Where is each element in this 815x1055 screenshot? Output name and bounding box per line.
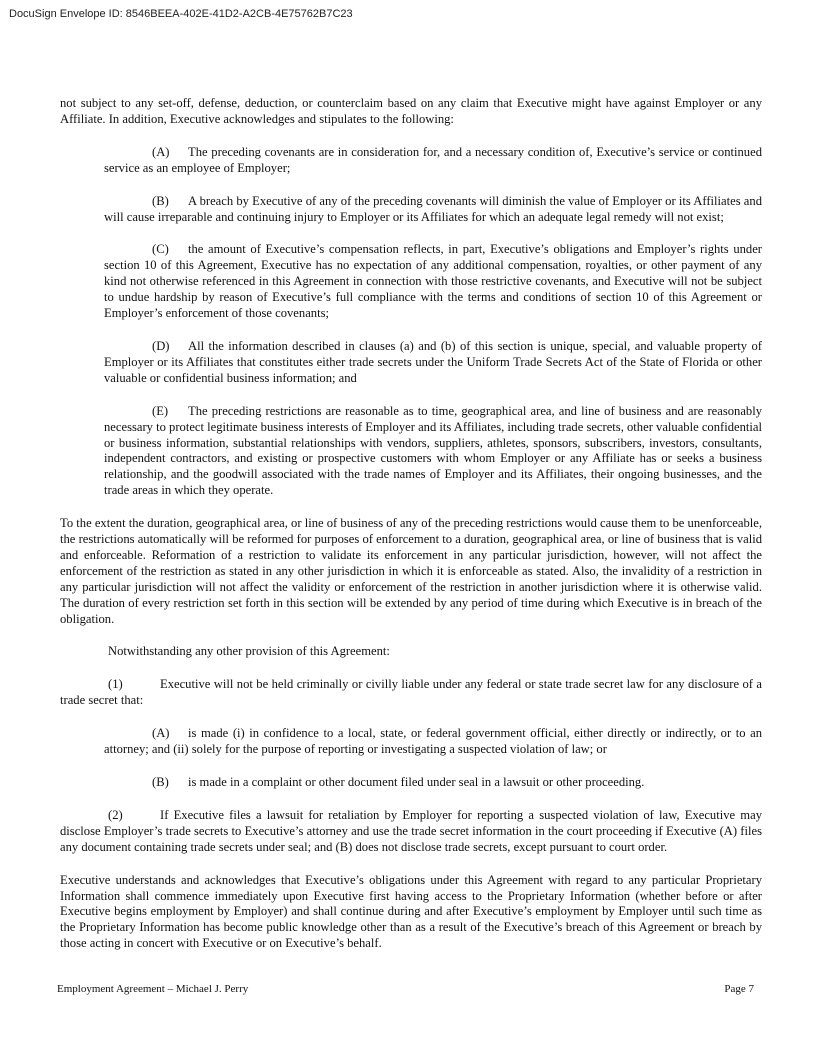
intro-paragraph: not subject to any set-off, defense, deduction, or counterclaim based on any claim that Executive might have against Employer or any Affiliate. In addition, Executive acknowledges and stipulates to the following: [60,96,762,126]
sub-clause-b [104,775,762,791]
clause-label: (E) [152,403,169,418]
clause-text: the amount of Executive’s compensation reflects, in part, Executive’s obligations and Employer’s rights under section 10 of this Agreement, Executive has no expectation of any additional compensation, royalties, or other payment of any kind not otherwise referenced in this Agreement in connection with those restrictive covenants, and Executive will not be subject to undue hardship by reason of Executive’s full compliance with the terms and conditions of section 10 of this Agreement or Employer’s enforcement of those covenants; [104,242,762,321]
item-text: Executive will not be held criminally or civilly liable under any federal or state trade secret law for any disclosure of a trade secret that: [60,677,762,708]
clause-text: All the information described in clauses (a) and (b) of this section is unique, special, and valuable property of Employer or its Affiliates that constitutes either trade secrets under the Uniform Trade Secrets Act of the State of Florida or other valuable or confidential business information; and [104,338,762,385]
clause-c [104,242,762,322]
item-number: (1) [108,677,123,692]
page-number: Page 7 [724,983,754,995]
acknowledgement-paragraph: Executive understands and acknowledges that Executive’s obligations under this Agreement with regard to any particular Proprietary Information shall commence immediately upon Executive first having access to the Proprietary Information (whether before or after Executive begins employment by Employer) and shall continue during and after Executive’s employment by Employer until such time as the Proprietary Information has become public knowledge other than as a result of the Executive’s breach of this Agreement or breach by those acting in concert with Executive or on Executive’s behalf. [60,872,762,951]
numbered-item-1 [60,677,762,709]
clause-label: (B) [152,775,169,789]
envelope-id: DocuSign Envelope ID: 8546BEEA-402E-41D2-A2CB-4E75762B7C23 [9,8,353,20]
numbered-item-2 [60,808,762,856]
clause-text: A breach by Executive of any of the preceding covenants will diminish the value of Employer or its Affiliates and will cause irreparable and continuing injury to Employer or its Affiliates for which an adequate legal remedy will not exist; [104,193,762,224]
clause-label: (D) [152,338,170,353]
clause-label: (C) [152,242,169,257]
clause-b [104,194,762,226]
clause-a [104,145,762,177]
clause-d [104,339,762,387]
clause-label: (A) [152,726,170,741]
clause-e [104,404,762,499]
extent-paragraph: To the extent the duration, geographical area, or line of business of any of the preceding restrictions would cause them to be unenforceable, the restrictions automatically will be reformed for purposes of enforcement to a duration, geographical area, or line of business that is valid and enforceable. Reformation of a restriction to validate its enforcement in any particular jurisdiction, however, will not affect the enforcement of the restriction as stated in any other jurisdiction in which it is enforceable as stated. Also, the invalidity of a restriction in any particular jurisdiction will not affect the validity or enforcement of the restriction in another jurisdiction where it is otherwise valid. The duration of every restriction set forth in this section will be extended by any period of time during which Executive is in breach of the obligation. [60,516,762,626]
notwithstanding-paragraph: Notwithstanding any other provision of this Agreement: [108,644,390,659]
clause-text: The preceding restrictions are reasonable as to time, geographical area, and line of business and are reasonably necessary to protect legitimate business interests of Employer and its Affiliates, including trade secrets, other valuable confidential or business information, substantial relationships with vendors, suppliers, athletes, sponsors, subscribers, investors, consultants, independent contractors, and existing or prospective customers with whom Employer or any Affiliate has or seeks a business relationship, and the goodwill associated with the trade names of Employer and its Affiliates, their ongoing businesses, and the trade areas in which they operate. [104,403,762,498]
item-text: If Executive files a lawsuit for retaliation by Employer for reporting a suspected violation of law, Executive may disclose Employer’s trade secrets to Executive’s attorney and use the trade secret information in the court proceeding if Executive (A) files any document containing trade secrets under seal; and (B) does not disclose trade secrets, except pursuant to court order. [60,807,762,854]
clause-text: The preceding covenants are in consideration for, and a necessary condition of, Executive’s service or continued service as an employee of Employer; [104,144,762,175]
document-body [60,96,762,969]
sub-clause-a [104,726,762,758]
clause-label: (B) [152,193,169,208]
clause-text: is made in a complaint or other document filed under seal in a lawsuit or other proceeding. [188,775,645,789]
footer-title: Employment Agreement – Michael J. Perry [57,983,249,995]
item-number: (2) [108,807,123,822]
clause-label: (A) [152,144,170,159]
page-footer [57,983,754,995]
clause-text: is made (i) in confidence to a local, state, or federal government official, either directly or indirectly, or to an attorney; and (ii) solely for the purpose of reporting or investigating a suspected violation of law; or [104,726,762,757]
